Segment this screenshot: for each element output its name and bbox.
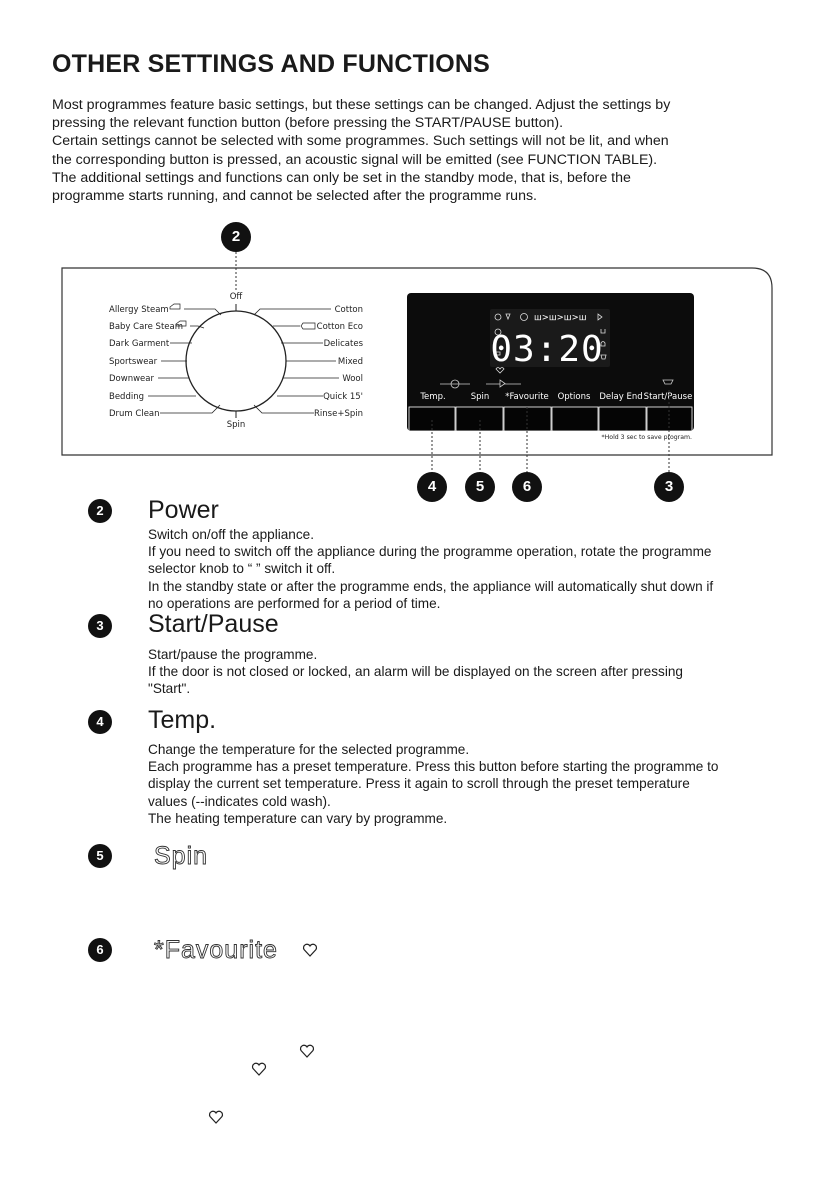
knob-spin-label: Spin (226, 420, 246, 430)
callout-temp: 4 (417, 472, 447, 502)
button-label: Options (557, 392, 591, 402)
section-body-power (148, 526, 788, 612)
body-line: In the standby state or after the programme ends, the appliance will automatically shut down if (148, 578, 714, 594)
heart-icon (251, 1061, 267, 1077)
options-button[interactable] (552, 407, 598, 431)
intro-line: programme starts running, and cannot be selected after the programme runs. (52, 188, 537, 205)
button-label: *Favourite (505, 392, 549, 402)
section-title-start: Start/Pause (148, 610, 279, 638)
program-label: Rinse+Spin (314, 409, 363, 419)
section-body-temp (148, 741, 788, 827)
program-label: Cotton Eco (316, 322, 363, 332)
button-label: Spin (470, 392, 490, 402)
control-panel-illustration (0, 0, 839, 520)
section-title-favourite: *Favourite (154, 936, 278, 964)
heart-icon (299, 1043, 315, 1059)
body-line: display the current set temperature. Press it again to scroll through the preset temperature (148, 776, 690, 792)
program-label: Bedding (109, 392, 144, 402)
knob-off-label: Off (229, 292, 243, 302)
eco-icon (301, 323, 315, 329)
body-line: If you need to switch off the appliance during the programme operation, rotate the programme (148, 544, 712, 560)
body-line: no operations are performed for a period of time. (148, 595, 441, 611)
body-line: "Start". (148, 681, 191, 697)
section-number: 3 (88, 614, 112, 638)
intro-line: pressing the relevant function button (before pressing the START/PAUSE button). (52, 115, 564, 132)
program-label: Wool (342, 374, 363, 384)
section-number: 2 (88, 499, 112, 523)
callout-favourite: 6 (512, 472, 542, 502)
program-label: Dark Garment (109, 339, 170, 349)
button-label: Start/Pause (643, 392, 693, 402)
time-display: 03:20 (490, 329, 604, 370)
steam-icon (170, 304, 180, 309)
heart-icon (302, 942, 318, 958)
program-label: Sportswear (109, 357, 158, 367)
intro-line: The additional settings and functions can only be set in the standby mode, that is, before the (52, 169, 631, 186)
temp-button[interactable] (409, 407, 455, 431)
intro-line: Most programmes feature basic settings, but these settings can be changed. Adjust the settings by (52, 97, 671, 113)
callout-start: 3 (654, 472, 684, 502)
callout-power: 2 (221, 222, 251, 252)
section-body-start (148, 646, 788, 698)
heart-icon (208, 1109, 224, 1125)
delay-end-button[interactable] (599, 407, 646, 431)
body-line: Switch on/off the appliance. (148, 527, 315, 542)
body-line: The heating temperature can vary by programme. (148, 810, 448, 826)
section-number: 6 (88, 938, 112, 962)
intro-line: the corresponding button is pressed, an acoustic signal will be emitted (see FUNCTION TABLE). (52, 151, 658, 168)
section-title-power: Power (148, 496, 219, 524)
section-number: 5 (88, 844, 112, 868)
intro-line: Certain settings cannot be selected with some programmes. Such settings will not be lit, and when (52, 133, 669, 150)
program-knob[interactable] (186, 311, 286, 411)
body-line: selector knob to “ ” switch it off. (148, 561, 336, 577)
lcd-stages-icon: ꟺ>ꟺ>ꟺ>ꟺ (534, 313, 587, 323)
program-label: Quick 15' (323, 392, 363, 402)
hold-note: *Hold 3 sec to save program. (601, 434, 692, 441)
section-title-spin: Spin (154, 842, 209, 870)
body-line: Each programme has a preset temperature. Press this button before starting the programme to (148, 759, 719, 775)
body-line: If the door is not closed or locked, an alarm will be displayed on the screen after pressing (148, 664, 683, 680)
program-label: Mixed (337, 357, 363, 367)
button-label: Temp. (420, 392, 446, 402)
body-line: Change the temperature for the selected programme. (148, 742, 470, 757)
page-title: OTHER SETTINGS AND FUNCTIONS (52, 50, 491, 78)
program-label: Drum Clean (109, 409, 160, 419)
button-label: Delay End (599, 392, 643, 402)
program-label: Allergy Steam (109, 305, 169, 315)
spin-button[interactable] (456, 407, 503, 431)
program-label: Baby Care Steam (109, 322, 183, 332)
section-title-temp: Temp. (148, 706, 217, 734)
body-line: Start/pause the programme. (148, 647, 318, 662)
button-row (409, 407, 692, 431)
program-label: Delicates (323, 339, 363, 349)
program-label: Downwear (109, 374, 154, 384)
body-line: values (--indicates cold wash). (148, 793, 331, 809)
section-number: 4 (88, 710, 112, 734)
callout-spin: 5 (465, 472, 495, 502)
program-label: Cotton (334, 305, 363, 315)
